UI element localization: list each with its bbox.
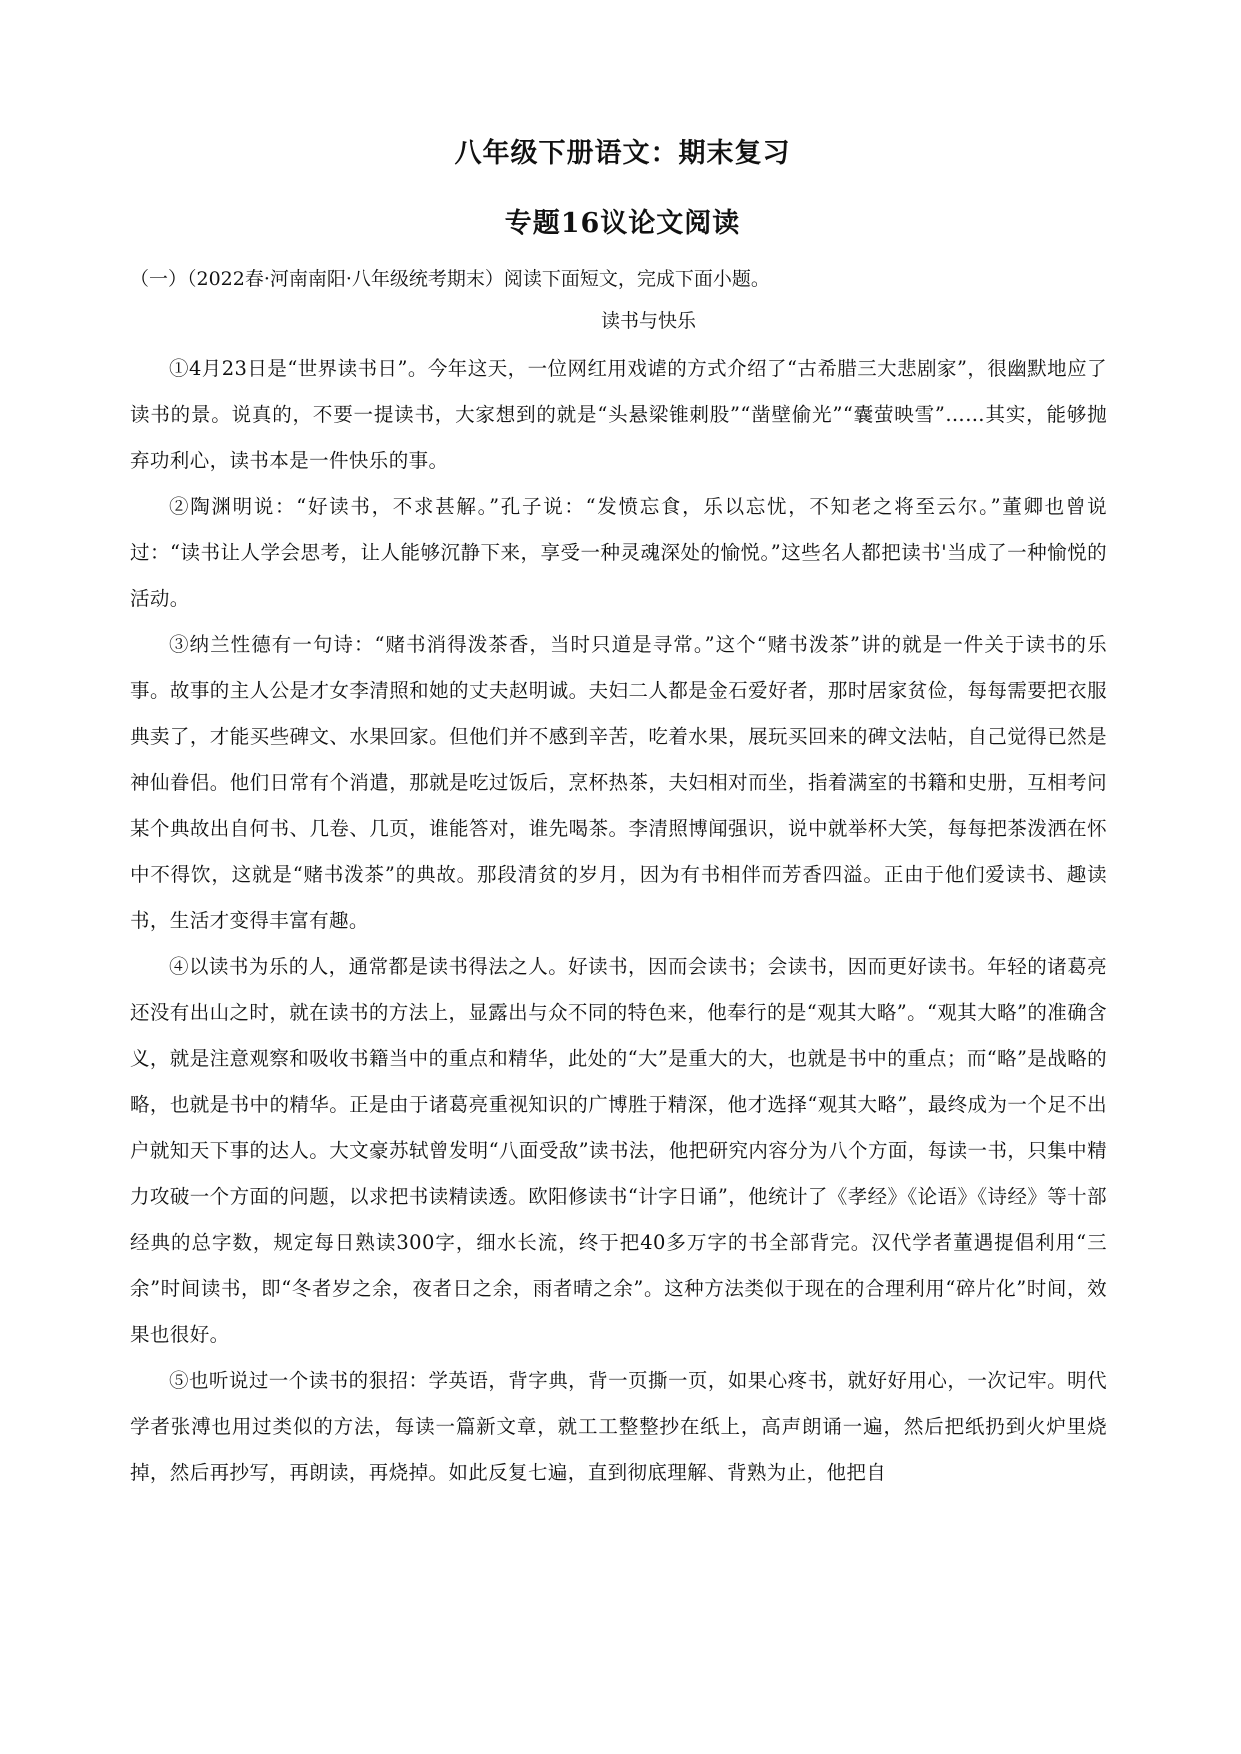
article-paragraph-4: ④以读书为乐的人，通常都是读书得法之人。好读书，因而会读书；会读书，因而更好读书。年轻的诸葛亮还没有出山之时，就在读书的方法上，显露出与众不同的特色来，他奉行的是“观其大略”。“观其大略”的准确含义，就是注意观察和吸收书籍当中的重点和精华，此处的“大”是重大的大，也就是书中的重点；而“略”是战略的略，也就是书中的精华。正是由于诸葛亮重视知识的广博胜于精深，他才选择“观其大略”，最终成为一个足不出户就知天下事的达人。大文豪苏轼曾发明“八面受敌”读书法，他把研究内容分为八个方面，每读一书，只集中精力攻破一个方面的问题，以求把书读精读透。欧阳修读书“计字日诵”，他统计了《孝经》《论语》《诗经》等十部经典的总字数，规定每日熟读300字，细水长流，终于把40多万字的书全部背完。汉代学者董遇提倡利用“三余”时间读书，即“冬者岁之余，夜者日之余，雨者晴之余”。这种方法类似于现在的合理利用“碎片化”时间，效果也很好。 [130, 955, 1107, 1346]
article-paragraph-5: ⑤也听说过一个读书的狠招：学英语，背字典，背一页撕一页，如果心疼书，就好好用心，一次记牢。明代学者张溥也用过类似的方法，每读一篇新文章，就工工整整抄在纸上，高声朗诵一遍，然后把纸扔到火炉里烧掉，然后再抄写，再朗读，再烧掉。如此反复七遍，直到彻底理解、背熟为止，他把自 [130, 1369, 1107, 1484]
article-paragraph-3: ③纳兰性德有一句诗：“赌书消得泼茶香，当时只道是寻常。”这个“赌书泼茶”讲的就是一件关于读书的乐事。故事的主人公是才女李清照和她的丈夫赵明诚。夫妇二人都是金石爱好者，那时居家贫俭，每每需要把衣服典卖了，才能买些碑文、水果回家。但他们并不感到辛苦，吃着水果，展玩买回来的碑文法帖，自己觉得已然是神仙眷侣。他们日常有个消遣，那就是吃过饭后，烹杯热茶，夫妇相对而坐，指着满室的书籍和史册，互相考问某个典故出自何书、几卷、几页，谁能答对，谁先喝茶。李清照博闻强识，说中就举杯大笑，每每把茶泼洒在怀中不得饮，这就是“赌书泼茶”的典故。那段清贫的岁月，因为有书相伴而芳香四溢。正由于他们爱读书、趣读书，生活才变得丰富有趣。 [130, 633, 1107, 932]
article-paragraph-1: ①4月23日是“世界读书日”。今年这天，一位网红用戏谑的方式介绍了“古希腊三大悲剧家”，很幽默地应了读书的景。说真的，不要一提读书，大家想到的就是“头悬梁锥刺股”“凿壁偷光”“囊萤映雪”……其实，能够抛弃功利心，读书本是一件快乐的事。 [130, 357, 1107, 472]
question-source: （一）（2022春·河南南阳·八年级统考期末）阅读下面短文，完成下面小题。 [130, 268, 770, 290]
article-paragraph-2: ②陶渊明说：“好读书，不求甚解。”孔子说：“发愤忘食，乐以忘忧，不知老之将至云尔。”董卿也曾说过：“读书让人学会思考，让人能够沉静下来，享受一种灵魂深处的愉悦。”这些名人都把读书'当成了一种愉悦的活动。 [130, 495, 1107, 610]
topic-title: 专题16议论文阅读 [504, 208, 741, 239]
page-title: 八年级下册语文：期末复习 [454, 138, 791, 169]
article-body [130, 346, 1107, 1496]
article-title: 读书与快乐 [600, 310, 696, 332]
